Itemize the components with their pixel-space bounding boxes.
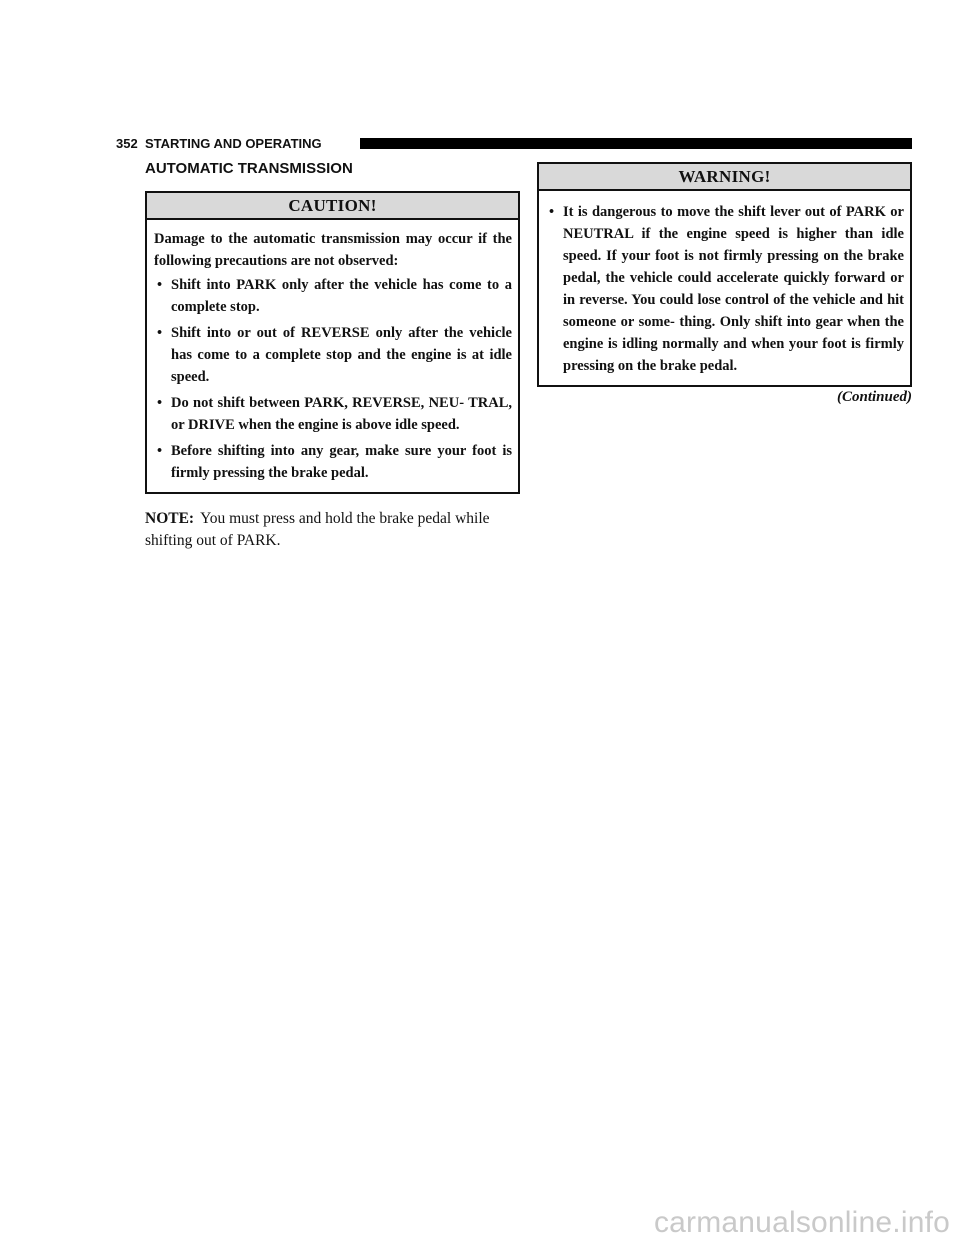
- caution-intro: Damage to the automatic transmission may occur if the following precautions are not observed:: [154, 231, 512, 269]
- continued-label: (Continued): [836, 389, 912, 405]
- header-rule: [360, 138, 912, 149]
- caution-item-text: Before shifting into any gear, make sure your foot is firmly pressing the brake pedal.: [171, 443, 512, 481]
- note-paragraph: [145, 508, 520, 552]
- warning-item-text: It is dangerous to move the shift lever out of PARK or NEUTRAL if the engine speed is higher than idle speed. If your foot is not firmly pressing on the brake pedal, the vehicle could accelerate quickly forward or in reverse. You could lose control of the vehicle and hit someone or some- thing. Only shift into gear when the engine is idling normally and when your foot is firmly pressing on the brake pedal.: [563, 204, 904, 374]
- right-column: [537, 162, 912, 406]
- bullet-icon: •: [157, 325, 163, 341]
- bullet-icon: •: [157, 395, 163, 411]
- warning-list: [546, 201, 904, 377]
- left-column: [145, 160, 520, 568]
- bullet-icon: •: [549, 204, 555, 220]
- watermark: carmanualsonline.info: [653, 1206, 950, 1239]
- warning-item: [546, 201, 904, 377]
- note-label: NOTE:: [145, 510, 195, 527]
- page-header-text: [116, 137, 322, 151]
- section-name: STARTING AND OPERATING: [144, 136, 322, 151]
- section-title: AUTOMATIC TRANSMISSION: [145, 160, 353, 177]
- bullet-icon: •: [157, 443, 163, 459]
- caution-item: [154, 392, 512, 436]
- page-number: 352: [116, 136, 138, 151]
- caution-item: [154, 274, 512, 318]
- caution-item: [154, 440, 512, 484]
- caution-item-text: Shift into or out of REVERSE only after the vehicle has come to a complete stop and the engine is at idle speed.: [171, 325, 512, 385]
- caution-list: [154, 274, 512, 484]
- caution-item-text: Shift into PARK only after the vehicle has come to a complete stop.: [171, 277, 512, 315]
- warning-box: [537, 162, 912, 387]
- caution-item: [154, 322, 512, 388]
- caution-heading: CAUTION!: [147, 193, 518, 220]
- caution-body: [147, 220, 518, 492]
- bullet-icon: •: [157, 277, 163, 293]
- page-header: [116, 137, 912, 151]
- warning-heading: WARNING!: [539, 164, 910, 191]
- warning-body: [539, 191, 910, 385]
- caution-item-text: Do not shift between PARK, REVERSE, NEU- TRAL, or DRIVE when the engine is above idle speed.: [171, 395, 512, 433]
- caution-box: [145, 191, 520, 494]
- note-text: You must press and hold the brake pedal while shifting out of PARK.: [145, 510, 490, 549]
